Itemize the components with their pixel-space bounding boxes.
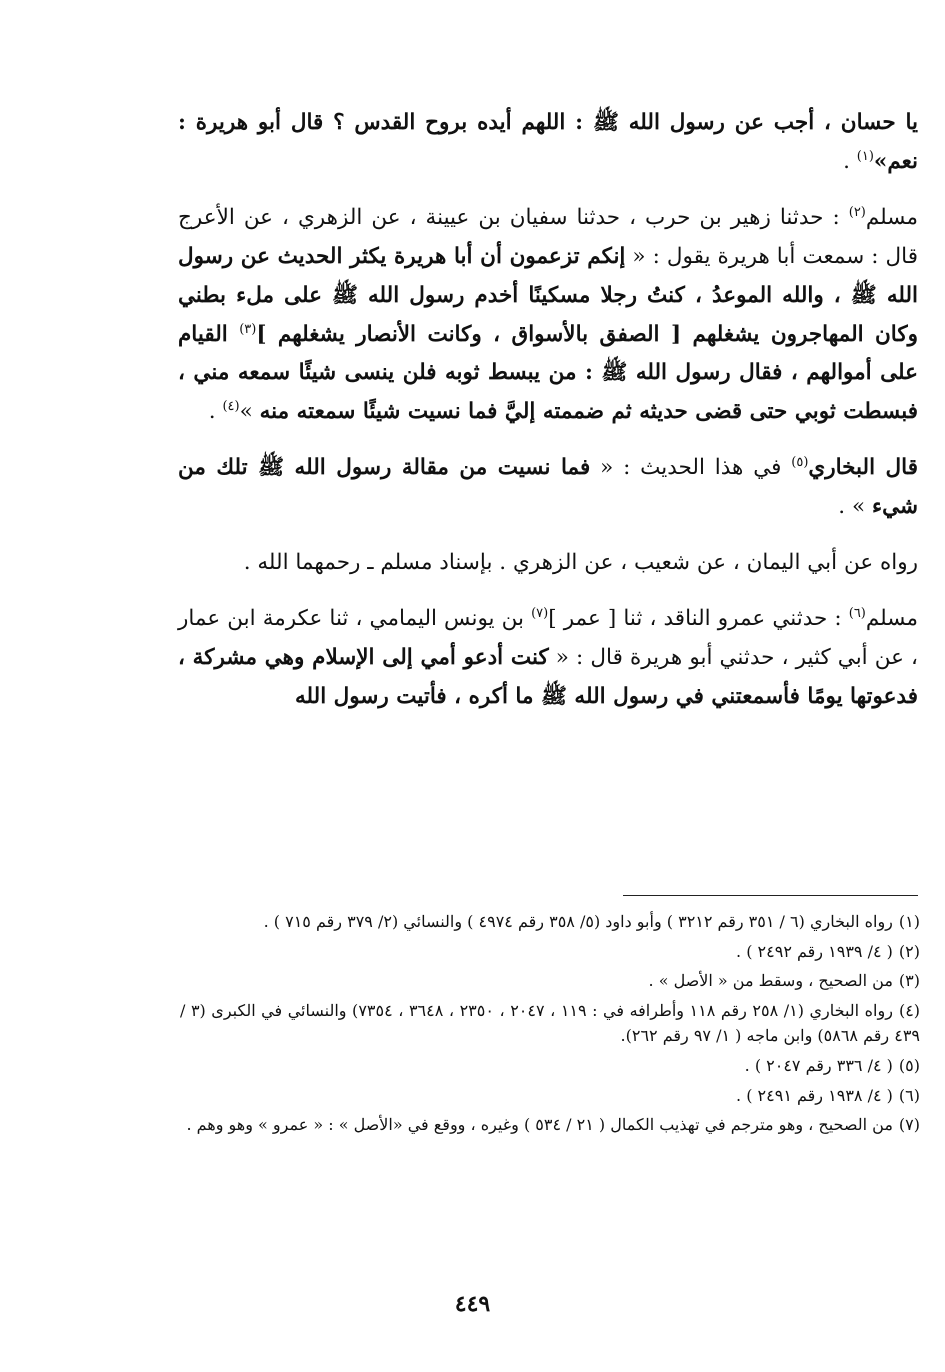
text-span: » . (838, 494, 872, 520)
hadith-text: إنكم تزعمون أن أبا هريرة يكثر الحديث عن رسول الله ﷺ ، والله الموعدُ ، كنتُ رجلا مسكينًا أخدم رسول الله ﷺ على ملء بطني وكان المهاجرون يشغلهم [ الصفق بالأسواق ، وكانت الأنصار يشغلهم ] (178, 243, 918, 347)
footnote-ref[interactable]: (١) (856, 148, 874, 164)
footnote-7: (٧)من الصحيح ، وهو مترجم في تهذيب الكمال ( ٢١ / ٥٣٤ ) وغيره ، ووقع في «الأصل » : « عمرو » وهو وهم . (186, 1115, 920, 1135)
footnote-3: (٣)من الصحيح ، وسقط من « الأصل » . (648, 971, 920, 991)
text-span: . (208, 399, 223, 425)
footnote-ref[interactable]: (٢) (848, 204, 866, 220)
footnote-ref[interactable]: (٦) (848, 605, 866, 621)
footnote-ref[interactable]: (٤) (222, 399, 240, 415)
quote-text: يا حسان ، أجب عن رسول الله ﷺ : اللهم أيده بروح القدس ؟ قال أبو هريرة : نعم» (178, 110, 918, 174)
footnote-1: (١)رواه البخاري (٦ / ٣٥١ رقم ٣٢١٢ ) وأبو داود (٥/ ٣٥٨ رقم ٤٩٧٤ ) والنسائي (٢/ ٣٧٩ رقم ٧١٥ ) . (263, 912, 920, 931)
paragraph-5 (178, 600, 918, 717)
paragraph-4 (178, 544, 918, 583)
source-lead: مسلم (865, 605, 918, 631)
text-span: في هذا الحديث : « (590, 455, 792, 481)
paragraph-1 (178, 104, 918, 182)
isnad-text: : حدثني عمرو الناقد ، ثنا [ عمر ] (548, 605, 849, 631)
main-text (178, 104, 918, 734)
source-lead: مسلم (865, 204, 918, 230)
text-span: رواه عن أبي اليمان ، عن شعيب ، عن الزهري . بإسناد مسلم ـ رحمهما الله . (243, 550, 918, 576)
footnote-ref[interactable]: (٥) (791, 455, 809, 471)
footnote-2: (٢)( ٤/ ١٩٣٩ رقم ٢٤٩٢ ) . (736, 941, 920, 961)
isnad-text: بن يونس اليمامي ، ثنا عكرمة ابن عمار ، عن أبي كثير ، حدثني أبو هريرة قال : « (178, 605, 918, 670)
paragraph-2 (178, 199, 918, 432)
hadith-text: كنت أدعو أمي إلى الإسلام وهي مشركة ، فدعوتها يومًا فأسمعتني في رسول الله ﷺ ما أكره ، فأتيت رسول الله (178, 644, 918, 709)
footnote-ref[interactable]: (٣) (239, 321, 257, 337)
hadith-text: فما نسيت من مقالة رسول الله ﷺ تلك من شيء (178, 455, 918, 520)
footnote-5: (٥)( ٤/ ٣٣٦ رقم ٢٠٤٧ ) . (744, 1055, 920, 1075)
footnote-6: (٦)( ٤/ ١٩٣٨ رقم ٢٤٩١ ) . (736, 1085, 920, 1105)
footnote-ref[interactable]: (٧) (531, 605, 549, 621)
footnote-divider (623, 895, 918, 896)
source-lead: قال البخاري (808, 455, 918, 481)
footnotes (180, 909, 920, 1142)
page-number: ٤٤٩ (454, 1291, 491, 1317)
footnote-4: (٤)رواه البخاري (١/ ٢٥٨ رقم ١١٨ وأطرافه في : ١١٩ ، ٢٠٤٧ ، ٢٣٥٠ ، ٣٦٤٨ ، ٧٣٥٤) والنسائي في الكبرى (٣ / ٤٣٩ رقم ٥٨٦٨) وابن ماجه ( ١/ ٩٧ رقم ٢٦٢). (180, 1000, 921, 1046)
hadith-text: القيام على أموالهم ، فقال رسول الله ﷺ : من يبسط ثوبه فلن ينسى شيئًا سمعه مني ، فبسطت ثوبي حتى قضى حديثه ثم ضممته إليَّ فما نسيت شيئًا سمعته منه (178, 321, 918, 425)
text-span: . (843, 148, 857, 174)
text-span: » (239, 399, 260, 425)
isnad-text: : حدثنا زهير بن حرب ، حدثنا سفيان بن عيينة ، عن الزهري ، عن الأعرج قال : سمعت أبا هريرة يقول : « (178, 204, 918, 269)
paragraph-3 (178, 449, 918, 527)
